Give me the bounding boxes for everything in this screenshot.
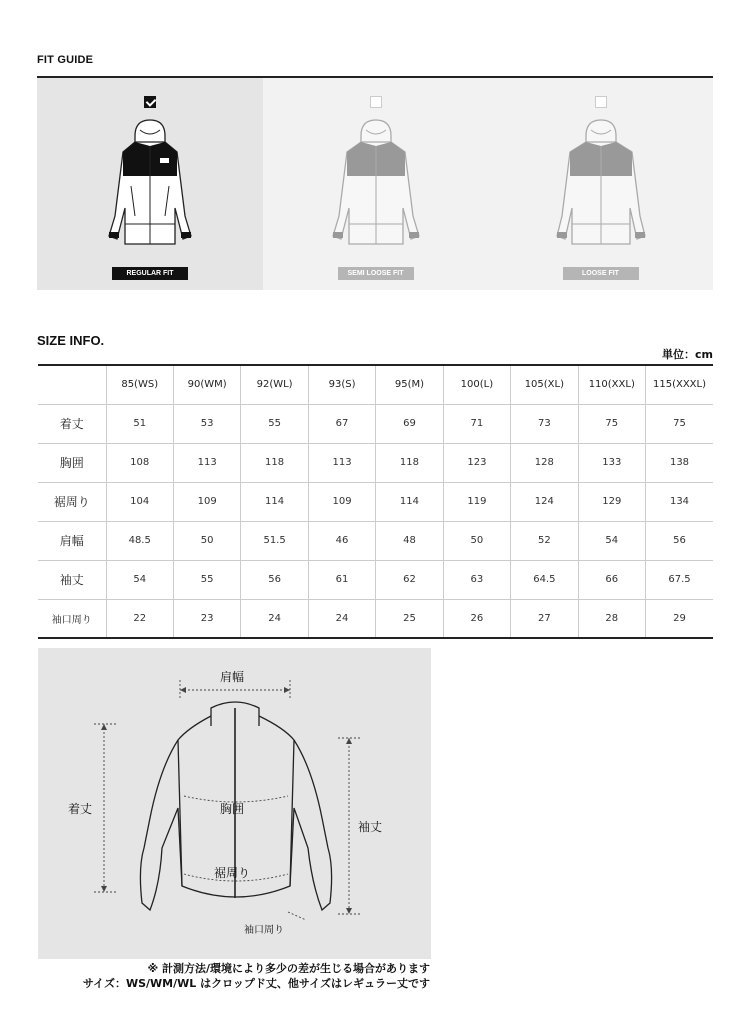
size-note: サイズ：WS/WM/WL はクロップド丈、他サイズはレギュラー丈です — [82, 977, 430, 990]
chest-label: 胸囲 — [220, 802, 245, 816]
row-header: 肩幅 — [38, 521, 106, 560]
table-cell: 54 — [106, 560, 173, 599]
table-cell: 124 — [511, 482, 578, 521]
column-header: 93(S) — [308, 365, 375, 404]
column-header: 95(M) — [376, 365, 443, 404]
column-header: 105(XL) — [511, 365, 578, 404]
table-cell: 67.5 — [646, 560, 714, 599]
table-cell: 56 — [646, 521, 714, 560]
table-cell: 24 — [241, 599, 308, 638]
table-cell: 28 — [578, 599, 645, 638]
column-header: 92(WL) — [241, 365, 308, 404]
table-cell: 48.5 — [106, 521, 173, 560]
table-cell: 71 — [443, 404, 510, 443]
table-cell: 75 — [646, 404, 714, 443]
table-cell: 64.5 — [511, 560, 578, 599]
table-cell: 109 — [308, 482, 375, 521]
row-header: 袖口周り — [38, 599, 106, 638]
table-cell: 50 — [173, 521, 240, 560]
row-header: 胸囲 — [38, 443, 106, 482]
table-cell: 51.5 — [241, 521, 308, 560]
table-cell: 113 — [173, 443, 240, 482]
table-header-row — [38, 365, 713, 404]
table-cell: 69 — [376, 404, 443, 443]
table-cell: 50 — [443, 521, 510, 560]
table-cell: 62 — [376, 560, 443, 599]
jacket-loose-fit-icon — [556, 116, 646, 251]
table-cell: 133 — [578, 443, 645, 482]
table-cell: 23 — [173, 599, 240, 638]
table-cell: 29 — [646, 599, 714, 638]
table-cell: 27 — [511, 599, 578, 638]
hem-label: 裾周り — [214, 866, 251, 880]
column-header: 100(L) — [443, 365, 510, 404]
row-header: 着丈 — [38, 404, 106, 443]
row-header: 裾周り — [38, 482, 106, 521]
fit-option-semi-loose[interactable] — [263, 78, 488, 290]
table-cell: 48 — [376, 521, 443, 560]
fit-guide-title: FIT GUIDE — [37, 54, 94, 66]
table-cell: 56 — [241, 560, 308, 599]
table-row — [38, 404, 713, 443]
fit-option-regular[interactable] — [37, 78, 263, 290]
table-cell: 25 — [376, 599, 443, 638]
fit-label-loose: LOOSE FIT — [563, 267, 639, 280]
table-cell: 104 — [106, 482, 173, 521]
shoulder-width-label: 肩幅 — [220, 670, 245, 684]
jacket-semi-loose-fit-icon — [331, 116, 421, 251]
table-cell: 75 — [578, 404, 645, 443]
table-cell: 119 — [443, 482, 510, 521]
column-header — [38, 365, 106, 404]
unchecked-checkbox-icon[interactable] — [595, 96, 607, 108]
size-info-title: SIZE INFO. — [37, 333, 105, 348]
table-cell: 109 — [173, 482, 240, 521]
checked-checkbox-icon[interactable] — [144, 96, 156, 108]
row-header: 袖丈 — [38, 560, 106, 599]
table-cell: 134 — [646, 482, 714, 521]
jacket-regular-fit-icon — [105, 116, 195, 251]
fit-option-loose[interactable] — [488, 78, 713, 290]
table-cell: 128 — [511, 443, 578, 482]
sleeve-length-label: 袖丈 — [358, 820, 383, 834]
table-cell: 114 — [376, 482, 443, 521]
table-row — [38, 560, 713, 599]
table-cell: 26 — [443, 599, 510, 638]
measurement-note: ※ 計測方法/環境により多少の差が生じる場合があります — [147, 962, 430, 975]
table-cell: 118 — [241, 443, 308, 482]
table-cell: 55 — [173, 560, 240, 599]
table-cell: 24 — [308, 599, 375, 638]
column-header: 85(WS) — [106, 365, 173, 404]
table-cell: 113 — [308, 443, 375, 482]
table-cell: 108 — [106, 443, 173, 482]
size-table — [38, 364, 713, 639]
table-cell: 54 — [578, 521, 645, 560]
cuff-label: 袖口周り — [244, 925, 284, 936]
fit-label-semi-loose: SEMI LOOSE FIT — [338, 267, 414, 280]
table-cell: 67 — [308, 404, 375, 443]
table-cell: 123 — [443, 443, 510, 482]
table-cell: 61 — [308, 560, 375, 599]
table-cell: 22 — [106, 599, 173, 638]
measurement-diagram — [38, 648, 431, 959]
table-cell: 138 — [646, 443, 714, 482]
fit-label-regular: REGULAR FIT — [112, 267, 188, 280]
unit-label: 単位：cm — [662, 348, 713, 361]
body-length-label: 着丈 — [68, 802, 93, 816]
table-cell: 73 — [511, 404, 578, 443]
table-cell: 66 — [578, 560, 645, 599]
column-header: 115(XXXL) — [646, 365, 714, 404]
table-row — [38, 443, 713, 482]
table-cell: 129 — [578, 482, 645, 521]
table-cell: 51 — [106, 404, 173, 443]
column-header: 90(WM) — [173, 365, 240, 404]
table-row — [38, 521, 713, 560]
table-cell: 63 — [443, 560, 510, 599]
column-header: 110(XXL) — [578, 365, 645, 404]
table-cell: 114 — [241, 482, 308, 521]
table-cell: 52 — [511, 521, 578, 560]
table-cell: 55 — [241, 404, 308, 443]
table-cell: 46 — [308, 521, 375, 560]
table-cell: 118 — [376, 443, 443, 482]
table-cell: 53 — [173, 404, 240, 443]
unchecked-checkbox-icon[interactable] — [370, 96, 382, 108]
table-row — [38, 599, 713, 638]
table-row — [38, 482, 713, 521]
